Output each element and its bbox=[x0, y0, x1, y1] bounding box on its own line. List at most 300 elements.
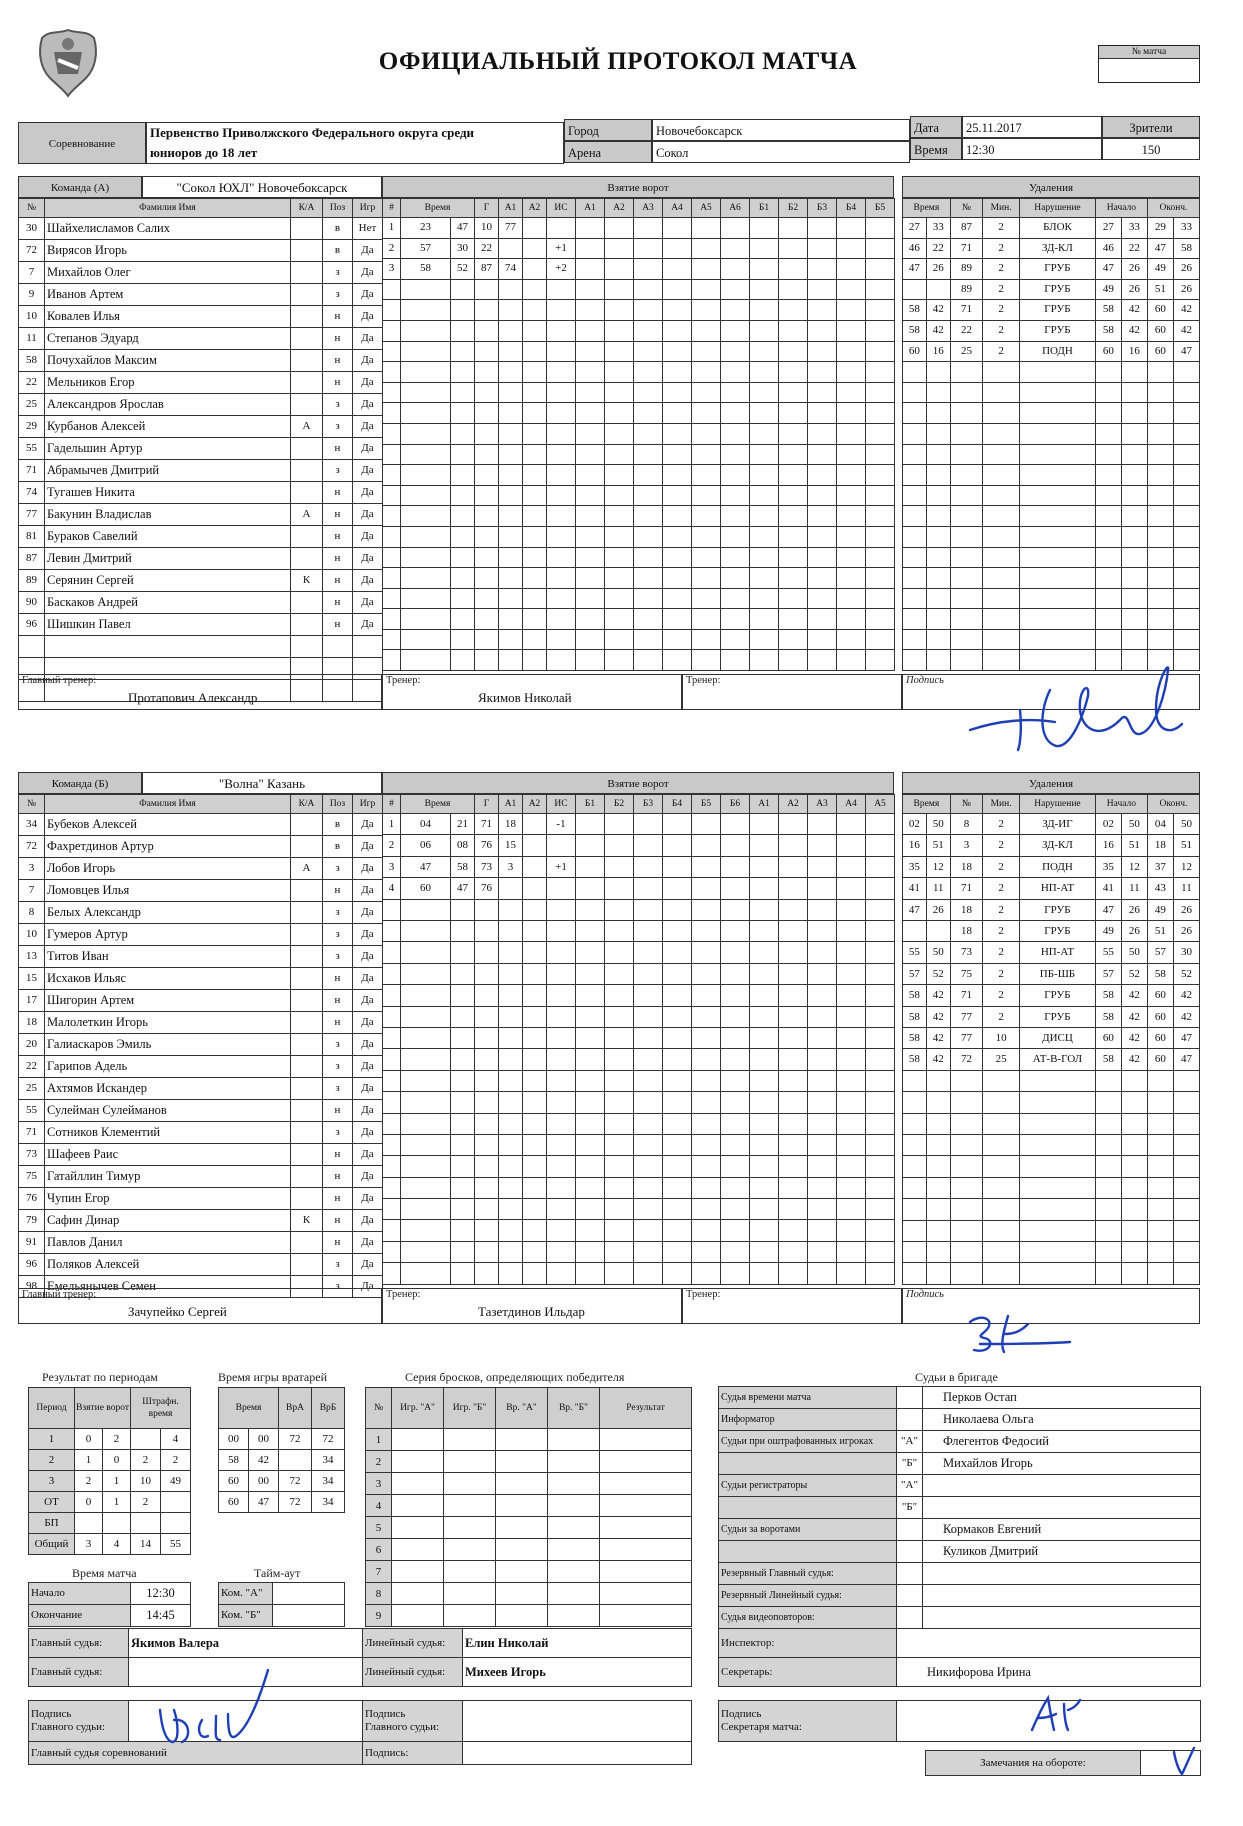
goal-row bbox=[383, 963, 895, 984]
goal-cell bbox=[523, 921, 547, 942]
penalty-cell: 75 bbox=[950, 963, 983, 984]
goal-cell bbox=[866, 814, 895, 835]
goal-cell bbox=[663, 1006, 692, 1027]
player-ka bbox=[291, 460, 323, 482]
penalty-cell bbox=[950, 382, 983, 403]
shootout-cell bbox=[600, 1583, 692, 1605]
player-name: Лобов Игорь bbox=[45, 858, 291, 880]
penalty-cell: 51 bbox=[1121, 835, 1147, 856]
penalty-row bbox=[903, 1092, 1200, 1113]
goal-cell bbox=[663, 609, 692, 630]
goal-cell bbox=[692, 465, 721, 486]
penalty-cell bbox=[1020, 526, 1096, 547]
player-pos: н bbox=[323, 880, 353, 902]
goal-cell bbox=[721, 1134, 750, 1155]
penalty-cell bbox=[1173, 485, 1199, 506]
penalty-cell: 46 bbox=[1095, 238, 1121, 259]
goal-cell bbox=[576, 629, 605, 650]
match-end-value: 14:45 bbox=[131, 1605, 191, 1627]
penalty-cell bbox=[1121, 423, 1147, 444]
goal-cell bbox=[401, 1263, 451, 1284]
penalty-cell: 02 bbox=[1095, 814, 1121, 835]
player-play: Да bbox=[353, 1056, 383, 1078]
player-pos: з bbox=[323, 946, 353, 968]
goal-cell bbox=[779, 1220, 808, 1241]
penalty-cell bbox=[1020, 568, 1096, 589]
goal-cell bbox=[576, 1177, 605, 1198]
goalie-cell: 42 bbox=[249, 1450, 279, 1471]
goalie-cell: 34 bbox=[312, 1450, 345, 1471]
player-row bbox=[19, 438, 383, 460]
goal-cell bbox=[605, 1263, 634, 1284]
goal-cell bbox=[576, 856, 605, 877]
goal-cell bbox=[451, 629, 475, 650]
penalty-cell bbox=[903, 279, 927, 300]
periods-title: Результат по периодам bbox=[42, 1370, 158, 1384]
goal-cell bbox=[451, 1049, 475, 1070]
goal-header: А5 bbox=[866, 795, 895, 814]
goal-cell bbox=[383, 629, 401, 650]
goal-cell bbox=[808, 1156, 837, 1177]
goal-cell bbox=[634, 259, 663, 280]
penalty-cell bbox=[1095, 629, 1121, 650]
player-ka bbox=[291, 1056, 323, 1078]
goal-cell bbox=[866, 300, 895, 321]
penalty-cell bbox=[903, 568, 927, 589]
penalty-cell: 12 bbox=[926, 856, 950, 877]
goal-cell bbox=[866, 1070, 895, 1091]
shootout-cell bbox=[392, 1429, 444, 1451]
number-header: № bbox=[19, 199, 45, 218]
official-tag bbox=[897, 1519, 923, 1541]
shootout-header: Вр. "А" bbox=[496, 1388, 548, 1429]
goal-cell bbox=[523, 485, 547, 506]
team-label: Команда (А) bbox=[18, 176, 142, 198]
goal-cell bbox=[808, 300, 837, 321]
goal-cell: 08 bbox=[451, 835, 475, 856]
penalty-cell bbox=[1095, 588, 1121, 609]
goal-cell bbox=[383, 568, 401, 589]
penalty-cell bbox=[950, 1177, 983, 1198]
goal-cell bbox=[837, 1070, 866, 1091]
penalty-cell bbox=[1095, 568, 1121, 589]
player-name: Вирясов Игорь bbox=[45, 240, 291, 262]
penalty-cell bbox=[1095, 506, 1121, 527]
goal-cell bbox=[750, 814, 779, 835]
goal-cell bbox=[779, 568, 808, 589]
remarks-table bbox=[925, 1750, 1201, 1776]
penalty-cell bbox=[1121, 588, 1147, 609]
penalty-cell: 58 bbox=[1095, 1006, 1121, 1027]
goal-cell bbox=[837, 1134, 866, 1155]
player-play: Да bbox=[353, 946, 383, 968]
city-value: Новочебоксарск bbox=[652, 119, 910, 141]
goal-cell bbox=[634, 835, 663, 856]
goal-cell bbox=[451, 320, 475, 341]
penalty-cell bbox=[903, 1199, 927, 1220]
player-play: Да bbox=[353, 592, 383, 614]
goal-cell bbox=[523, 650, 547, 671]
player-ka bbox=[291, 1078, 323, 1100]
goal-cell bbox=[499, 1177, 523, 1198]
goal-cell bbox=[837, 1156, 866, 1177]
player-pos: н bbox=[323, 1166, 353, 1188]
shootout-cell bbox=[444, 1539, 496, 1561]
goal-cell bbox=[475, 899, 499, 920]
goal-cell bbox=[451, 1199, 475, 1220]
shootout-cell bbox=[392, 1517, 444, 1539]
penalty-cell bbox=[950, 362, 983, 383]
goal-cell bbox=[692, 1177, 721, 1198]
goal-row bbox=[383, 878, 895, 899]
penalty-cell bbox=[1095, 1177, 1121, 1198]
goal-header: А2 bbox=[523, 795, 547, 814]
goal-cell bbox=[499, 444, 523, 465]
goal-cell bbox=[451, 382, 475, 403]
goal-cell bbox=[663, 279, 692, 300]
player-pos: н bbox=[323, 1144, 353, 1166]
penalty-cell: 57 bbox=[1095, 963, 1121, 984]
player-ka bbox=[291, 482, 323, 504]
penalty-cell: 71 bbox=[950, 985, 983, 1006]
player-row bbox=[19, 240, 383, 262]
player-ka bbox=[291, 350, 323, 372]
goal-cell bbox=[750, 259, 779, 280]
player-number: 10 bbox=[19, 924, 45, 946]
goal-cell bbox=[634, 423, 663, 444]
player-pos: з bbox=[323, 460, 353, 482]
penalty-cell: 35 bbox=[903, 856, 927, 877]
goal-cell bbox=[866, 1156, 895, 1177]
penalty-cell: 11 bbox=[926, 878, 950, 899]
goal-cell bbox=[401, 899, 451, 920]
goal-cell bbox=[663, 650, 692, 671]
penalty-cell: 8 bbox=[950, 814, 983, 835]
player-number: 11 bbox=[19, 328, 45, 350]
name-header: Фамилия Имя bbox=[45, 199, 291, 218]
player-play: Да bbox=[353, 460, 383, 482]
goal-cell bbox=[547, 547, 576, 568]
official-row bbox=[719, 1607, 1201, 1629]
goal-cell bbox=[692, 506, 721, 527]
penalty-cell: 47 bbox=[1095, 899, 1121, 920]
goal-cell bbox=[547, 218, 576, 239]
sign-main2-label-2: Главного судьи: bbox=[365, 1721, 440, 1733]
goals-table bbox=[382, 198, 895, 671]
player-pos: в bbox=[323, 814, 353, 836]
period-row bbox=[29, 1429, 191, 1450]
penalty-cell bbox=[1020, 423, 1096, 444]
penalty-cell bbox=[1020, 1135, 1096, 1156]
player-play: Да bbox=[353, 1122, 383, 1144]
official-row bbox=[719, 1563, 1201, 1585]
shootout-cell bbox=[444, 1429, 496, 1451]
penalty-cell: 77 bbox=[950, 1006, 983, 1027]
goal-cell bbox=[663, 1027, 692, 1048]
goal-cell bbox=[401, 279, 451, 300]
goal-cell bbox=[866, 1263, 895, 1284]
goal-cell bbox=[547, 279, 576, 300]
pen-start-header: Начало bbox=[1095, 795, 1147, 814]
goal-cell bbox=[779, 878, 808, 899]
head-coach-name: Протапович Александр bbox=[128, 690, 258, 706]
player-play: Да bbox=[353, 570, 383, 592]
goal-cell bbox=[750, 1177, 779, 1198]
period-label: 1 bbox=[29, 1429, 75, 1450]
goal-cell bbox=[721, 341, 750, 362]
goal-cell bbox=[721, 1177, 750, 1198]
goal-cell bbox=[475, 1199, 499, 1220]
penalty-cell bbox=[950, 629, 983, 650]
player-row bbox=[19, 1122, 383, 1144]
penalty-cell: 2 bbox=[983, 899, 1020, 920]
goal-cell bbox=[451, 921, 475, 942]
penalty-cell bbox=[926, 1220, 950, 1241]
goal-cell bbox=[499, 279, 523, 300]
goal-cell bbox=[523, 1134, 547, 1155]
goal-cell bbox=[634, 1199, 663, 1220]
goal-cell: +1 bbox=[547, 238, 576, 259]
goal-cell bbox=[634, 856, 663, 877]
goal-cell bbox=[383, 1070, 401, 1091]
period-cell: 2 bbox=[161, 1450, 191, 1471]
goal-cell bbox=[499, 609, 523, 630]
goal-cell bbox=[634, 526, 663, 547]
goal-cell bbox=[721, 942, 750, 963]
penalty-cell bbox=[1173, 1199, 1199, 1220]
penalty-cell bbox=[1121, 547, 1147, 568]
goalie-cell: 72 bbox=[279, 1429, 312, 1450]
goal-cell bbox=[808, 1070, 837, 1091]
goal-cell bbox=[692, 279, 721, 300]
penalty-cell bbox=[1020, 547, 1096, 568]
penalty-row bbox=[903, 1049, 1200, 1070]
period-cell bbox=[103, 1513, 131, 1534]
goal-cell bbox=[401, 485, 451, 506]
pen-infraction-header: Нарушение bbox=[1020, 199, 1096, 218]
goal-cell bbox=[475, 362, 499, 383]
player-row bbox=[19, 482, 383, 504]
goal-header: А5 bbox=[692, 199, 721, 218]
goal-cell bbox=[547, 485, 576, 506]
goal-cell bbox=[866, 547, 895, 568]
goal-cell bbox=[383, 547, 401, 568]
goal-cell bbox=[779, 588, 808, 609]
goal-cell bbox=[750, 485, 779, 506]
goal-cell bbox=[750, 629, 779, 650]
goal-cell bbox=[721, 1263, 750, 1284]
player-ka bbox=[291, 814, 323, 836]
goal-cell bbox=[547, 1241, 576, 1262]
penalty-cell bbox=[926, 506, 950, 527]
penalty-cell: 2 bbox=[983, 218, 1020, 239]
player-pos: з bbox=[323, 1078, 353, 1100]
goal-cell bbox=[663, 921, 692, 942]
penalty-cell bbox=[1173, 629, 1199, 650]
penalty-cell bbox=[926, 588, 950, 609]
goal-cell: 15 bbox=[499, 835, 523, 856]
player-play: Да bbox=[353, 240, 383, 262]
penalty-row bbox=[903, 403, 1200, 424]
penalty-cell: 42 bbox=[1173, 320, 1199, 341]
goal-cell bbox=[634, 1241, 663, 1262]
penalty-cell bbox=[1173, 444, 1199, 465]
goal-cell bbox=[523, 1027, 547, 1048]
goal-cell bbox=[808, 320, 837, 341]
penalty-cell bbox=[926, 1177, 950, 1198]
penalty-cell bbox=[903, 1070, 927, 1091]
penalty-cell bbox=[903, 609, 927, 630]
goal-cell bbox=[866, 403, 895, 424]
goal-row bbox=[383, 1092, 895, 1113]
shootout-cell bbox=[444, 1583, 496, 1605]
goal-cell bbox=[576, 1070, 605, 1091]
official-tag bbox=[897, 1585, 923, 1607]
goal-cell bbox=[605, 835, 634, 856]
goal-row bbox=[383, 547, 895, 568]
penalty-cell bbox=[983, 1135, 1020, 1156]
penalty-cell: 42 bbox=[1121, 320, 1147, 341]
official-label: Судьи за воротами bbox=[719, 1519, 897, 1541]
penalty-cell bbox=[1121, 444, 1147, 465]
player-row bbox=[19, 284, 383, 306]
goal-cell: 71 bbox=[475, 814, 499, 835]
goal-row bbox=[383, 1027, 895, 1048]
goal-cell bbox=[663, 1263, 692, 1284]
official-tag bbox=[897, 1541, 923, 1563]
goal-row bbox=[383, 835, 895, 856]
penalty-cell bbox=[1147, 547, 1173, 568]
goal-cell bbox=[475, 942, 499, 963]
penalty-cell: 71 bbox=[950, 238, 983, 259]
goal-cell bbox=[692, 899, 721, 920]
period-row bbox=[29, 1450, 191, 1471]
goalie-cell bbox=[279, 1450, 312, 1471]
goal-cell bbox=[401, 1049, 451, 1070]
goal-cell bbox=[523, 423, 547, 444]
penalty-cell bbox=[1020, 465, 1096, 486]
penalty-cell: 42 bbox=[926, 1049, 950, 1070]
penalty-cell bbox=[903, 650, 927, 671]
player-name: Шигорин Артем bbox=[45, 990, 291, 1012]
player-ka: А bbox=[291, 858, 323, 880]
penalty-cell bbox=[926, 403, 950, 424]
penalty-cell: 50 bbox=[1121, 814, 1147, 835]
player-row bbox=[19, 836, 383, 858]
goal-cell bbox=[475, 1070, 499, 1091]
shootout-cell bbox=[600, 1451, 692, 1473]
goal-cell bbox=[808, 1134, 837, 1155]
goal-cell bbox=[692, 1049, 721, 1070]
goal-cell bbox=[837, 650, 866, 671]
goal-cell bbox=[547, 1220, 576, 1241]
penalty-cell: 3 bbox=[950, 835, 983, 856]
goal-cell bbox=[837, 856, 866, 877]
goal-cell bbox=[475, 1134, 499, 1155]
player-number: 79 bbox=[19, 1210, 45, 1232]
penalty-cell bbox=[1147, 444, 1173, 465]
pen-no-header: № bbox=[950, 795, 983, 814]
player-pos: з bbox=[323, 1056, 353, 1078]
period-cell: 1 bbox=[75, 1450, 103, 1471]
penalty-cell bbox=[1020, 1220, 1096, 1241]
goal-cell bbox=[866, 506, 895, 527]
goal-cell bbox=[866, 609, 895, 630]
goal-cell bbox=[547, 320, 576, 341]
penalty-cell bbox=[1095, 1199, 1121, 1220]
goal-cell bbox=[837, 444, 866, 465]
goal-cell bbox=[837, 1263, 866, 1284]
goal-cell bbox=[866, 444, 895, 465]
goal-row bbox=[383, 526, 895, 547]
goal-cell bbox=[547, 1006, 576, 1027]
goal-cell bbox=[721, 444, 750, 465]
player-name: Поляков Алексей bbox=[45, 1254, 291, 1276]
goal-cell bbox=[750, 1241, 779, 1262]
player-name: Белых Александр bbox=[45, 902, 291, 924]
goal-cell bbox=[547, 526, 576, 547]
player-number: 25 bbox=[19, 394, 45, 416]
goal-cell bbox=[451, 423, 475, 444]
penalty-cell: ПБ-ШБ bbox=[1020, 963, 1096, 984]
goal-cell bbox=[547, 1199, 576, 1220]
goal-cell bbox=[451, 568, 475, 589]
goal-cell bbox=[779, 835, 808, 856]
goal-cell bbox=[634, 1092, 663, 1113]
goal-cell: 04 bbox=[401, 814, 451, 835]
goal-cell bbox=[750, 921, 779, 942]
goal-cell bbox=[401, 1220, 451, 1241]
penalty-cell bbox=[903, 403, 927, 424]
penalty-cell bbox=[1095, 1092, 1121, 1113]
penalty-cell bbox=[903, 1263, 927, 1284]
period-label: Общий bbox=[29, 1534, 75, 1555]
penalty-cell: 26 bbox=[1121, 921, 1147, 942]
goal-cell: 58 bbox=[451, 856, 475, 877]
player-number: 30 bbox=[19, 218, 45, 240]
penalty-cell: 52 bbox=[926, 963, 950, 984]
goal-cell bbox=[401, 921, 451, 942]
period-row bbox=[29, 1492, 191, 1513]
goal-cell bbox=[663, 485, 692, 506]
goal-cell bbox=[779, 465, 808, 486]
line-referee-label-2: Линейный судья: bbox=[363, 1658, 463, 1687]
goal-cell bbox=[401, 1027, 451, 1048]
penalty-cell bbox=[983, 506, 1020, 527]
goal-cell bbox=[692, 1113, 721, 1134]
player-number: 89 bbox=[19, 570, 45, 592]
goal-cell bbox=[779, 485, 808, 506]
player-number: 55 bbox=[19, 438, 45, 460]
pos-header: Поз bbox=[323, 795, 353, 814]
goal-cell bbox=[721, 238, 750, 259]
comp-ref-label: Главный судья соревнований bbox=[29, 1742, 363, 1765]
player-row bbox=[19, 1144, 383, 1166]
goal-header: А1 bbox=[499, 795, 523, 814]
penalty-cell bbox=[1020, 1177, 1096, 1198]
period-row bbox=[29, 1471, 191, 1492]
penalty-cell: ГРУБ bbox=[1020, 300, 1096, 321]
penalty-cell: 42 bbox=[1121, 1049, 1147, 1070]
goal-cell: 10 bbox=[475, 218, 499, 239]
goal-time-header: Время bbox=[401, 795, 475, 814]
pen-start-header: Начало bbox=[1095, 199, 1147, 218]
goal-cell bbox=[499, 341, 523, 362]
goalie-cell: 58 bbox=[219, 1450, 249, 1471]
goal-header: # bbox=[383, 199, 401, 218]
goal-cell bbox=[451, 650, 475, 671]
goal-cell bbox=[866, 1241, 895, 1262]
